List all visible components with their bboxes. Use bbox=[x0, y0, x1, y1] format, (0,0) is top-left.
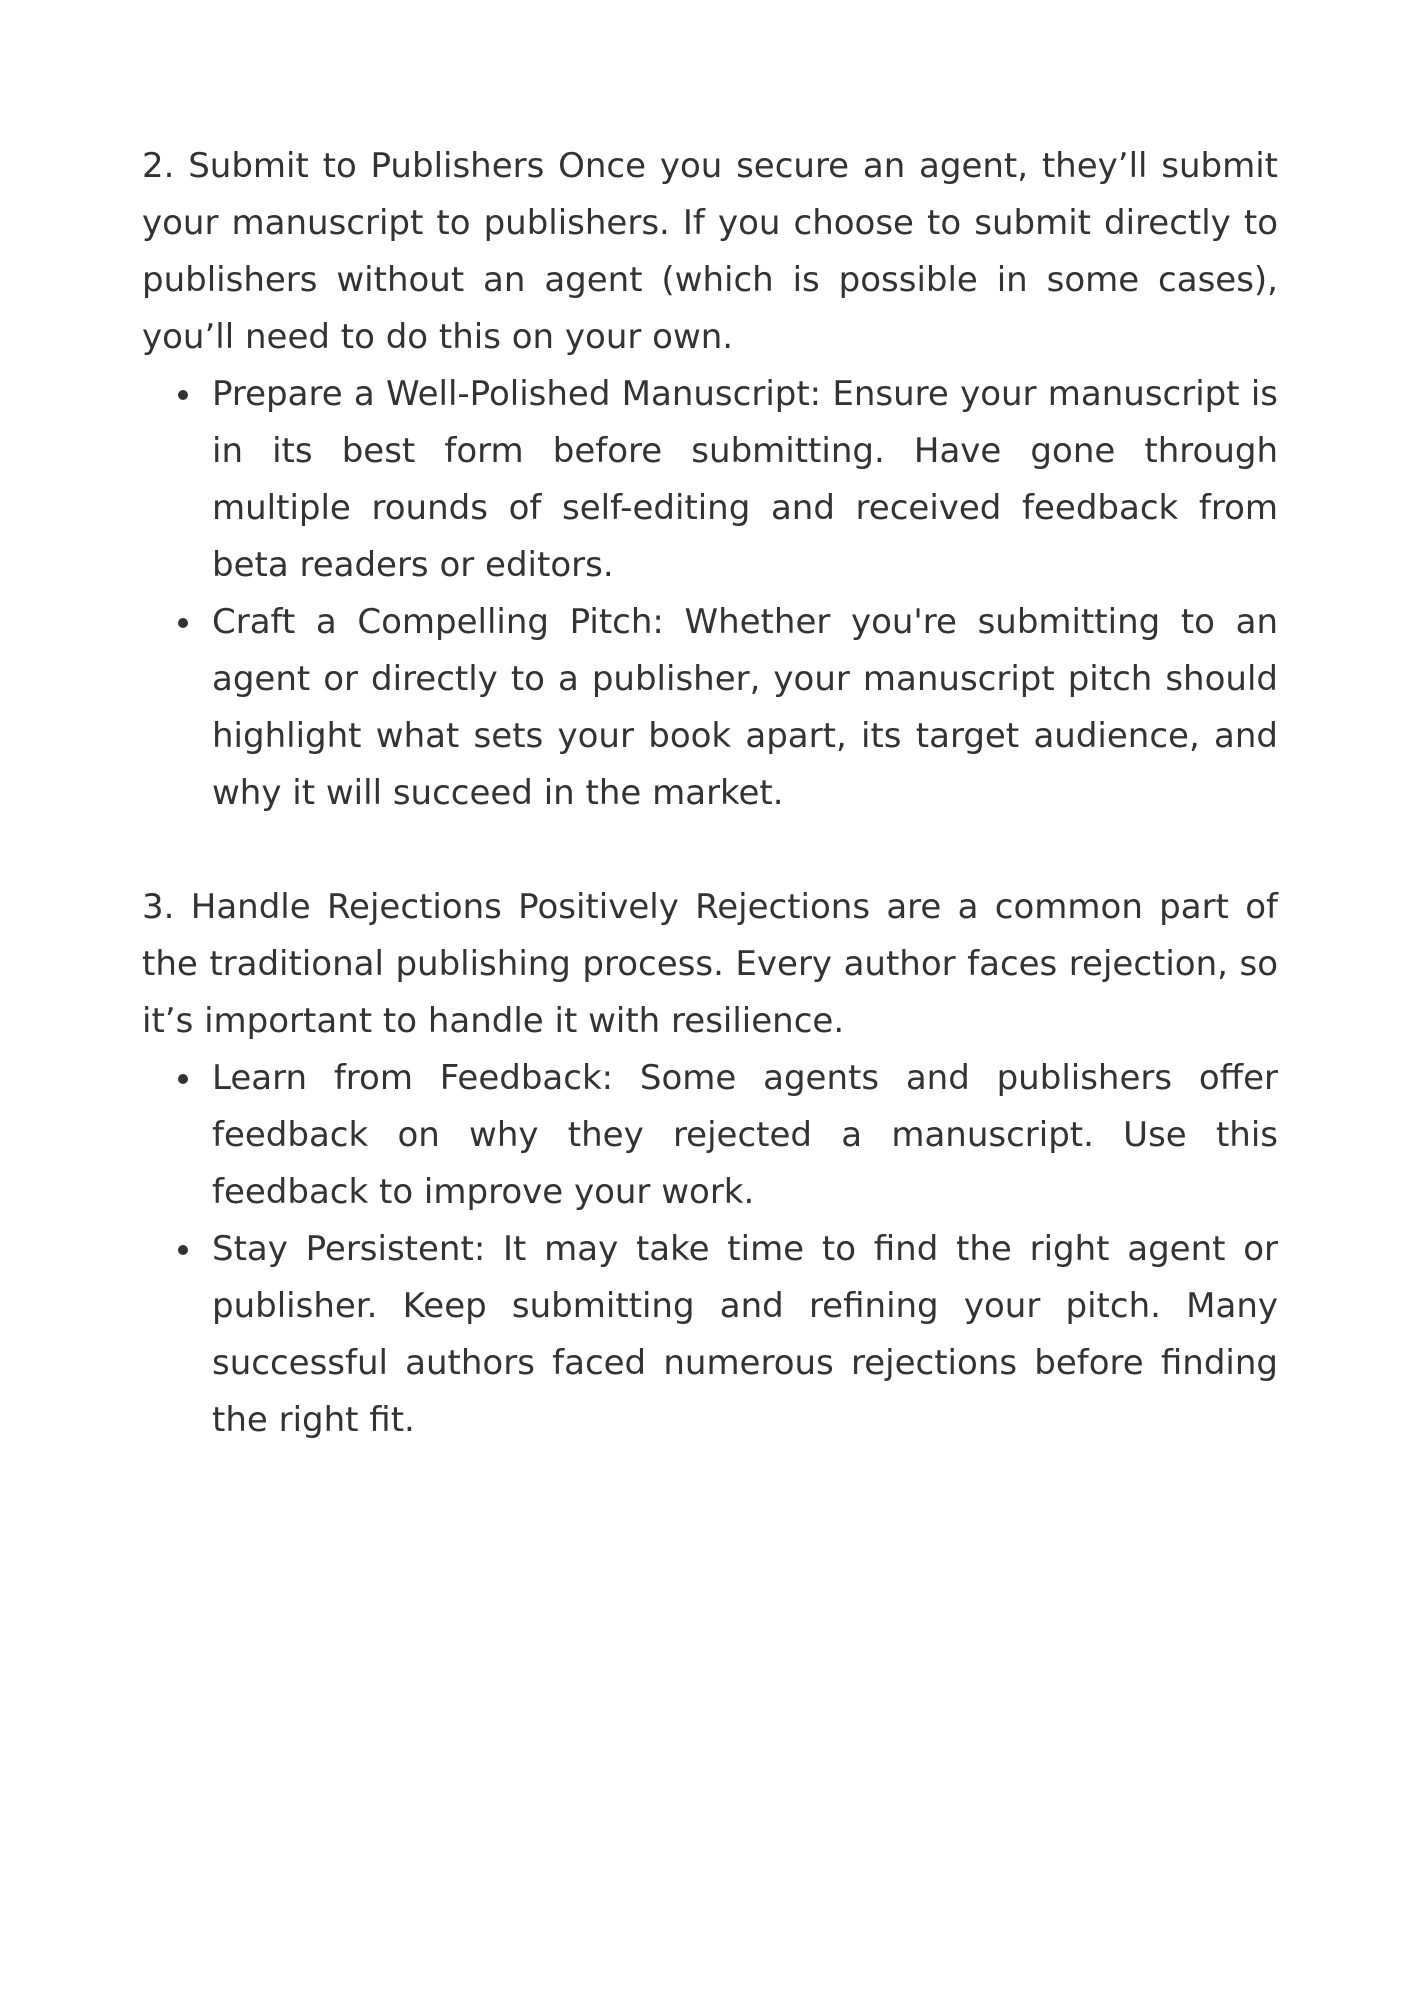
bullet-icon bbox=[178, 366, 190, 423]
section-submit-to-publishers bbox=[142, 138, 1278, 822]
list-item-text: Learn from Feedback: Some agents and publishers offer feedback on why they rejected a manuscript. Use this feedback to improve your work. bbox=[212, 1058, 1278, 1212]
bullet-icon bbox=[178, 1050, 190, 1107]
section-paragraph: 3. Handle Rejections Positively Rejections are a common part of the traditional publishing process. Every author faces rejection, so it’s important to handle it with resilience. bbox=[142, 887, 1278, 1041]
list-item bbox=[212, 594, 1278, 822]
section-paragraph: 2. Submit to Publishers Once you secure an agent, they’ll submit your manuscript to publishers. If you choose to submit directly to publishers without an agent (which is possible in some cases), you’ll need to do this on your own. bbox=[142, 146, 1278, 357]
list-item bbox=[212, 1050, 1278, 1221]
bullet-icon bbox=[178, 594, 190, 651]
list-item-text: Stay Persistent: It may take time to find the right agent or publisher. Keep submitting and refining your pitch. Many successful authors faced numerous rejections before finding the right fit. bbox=[212, 1229, 1278, 1440]
list-item-text: Craft a Compelling Pitch: Whether you're submitting to an agent or directly to a publisher, your manuscript pitch should highlight what sets your book apart, its target audience, and why it will succeed in the market. bbox=[212, 602, 1278, 813]
bullet-list bbox=[142, 366, 1278, 822]
list-item bbox=[212, 366, 1278, 594]
document-page bbox=[142, 138, 1278, 1449]
section-handle-rejections bbox=[142, 879, 1278, 1449]
list-item bbox=[212, 1221, 1278, 1449]
bullet-list bbox=[142, 1050, 1278, 1449]
list-item-text: Prepare a Well-Polished Manuscript: Ensure your manuscript is in its best form before submitting. Have gone through multiple rounds of self-editing and received feedback from beta readers or editors. bbox=[212, 374, 1278, 585]
bullet-icon bbox=[178, 1221, 190, 1278]
